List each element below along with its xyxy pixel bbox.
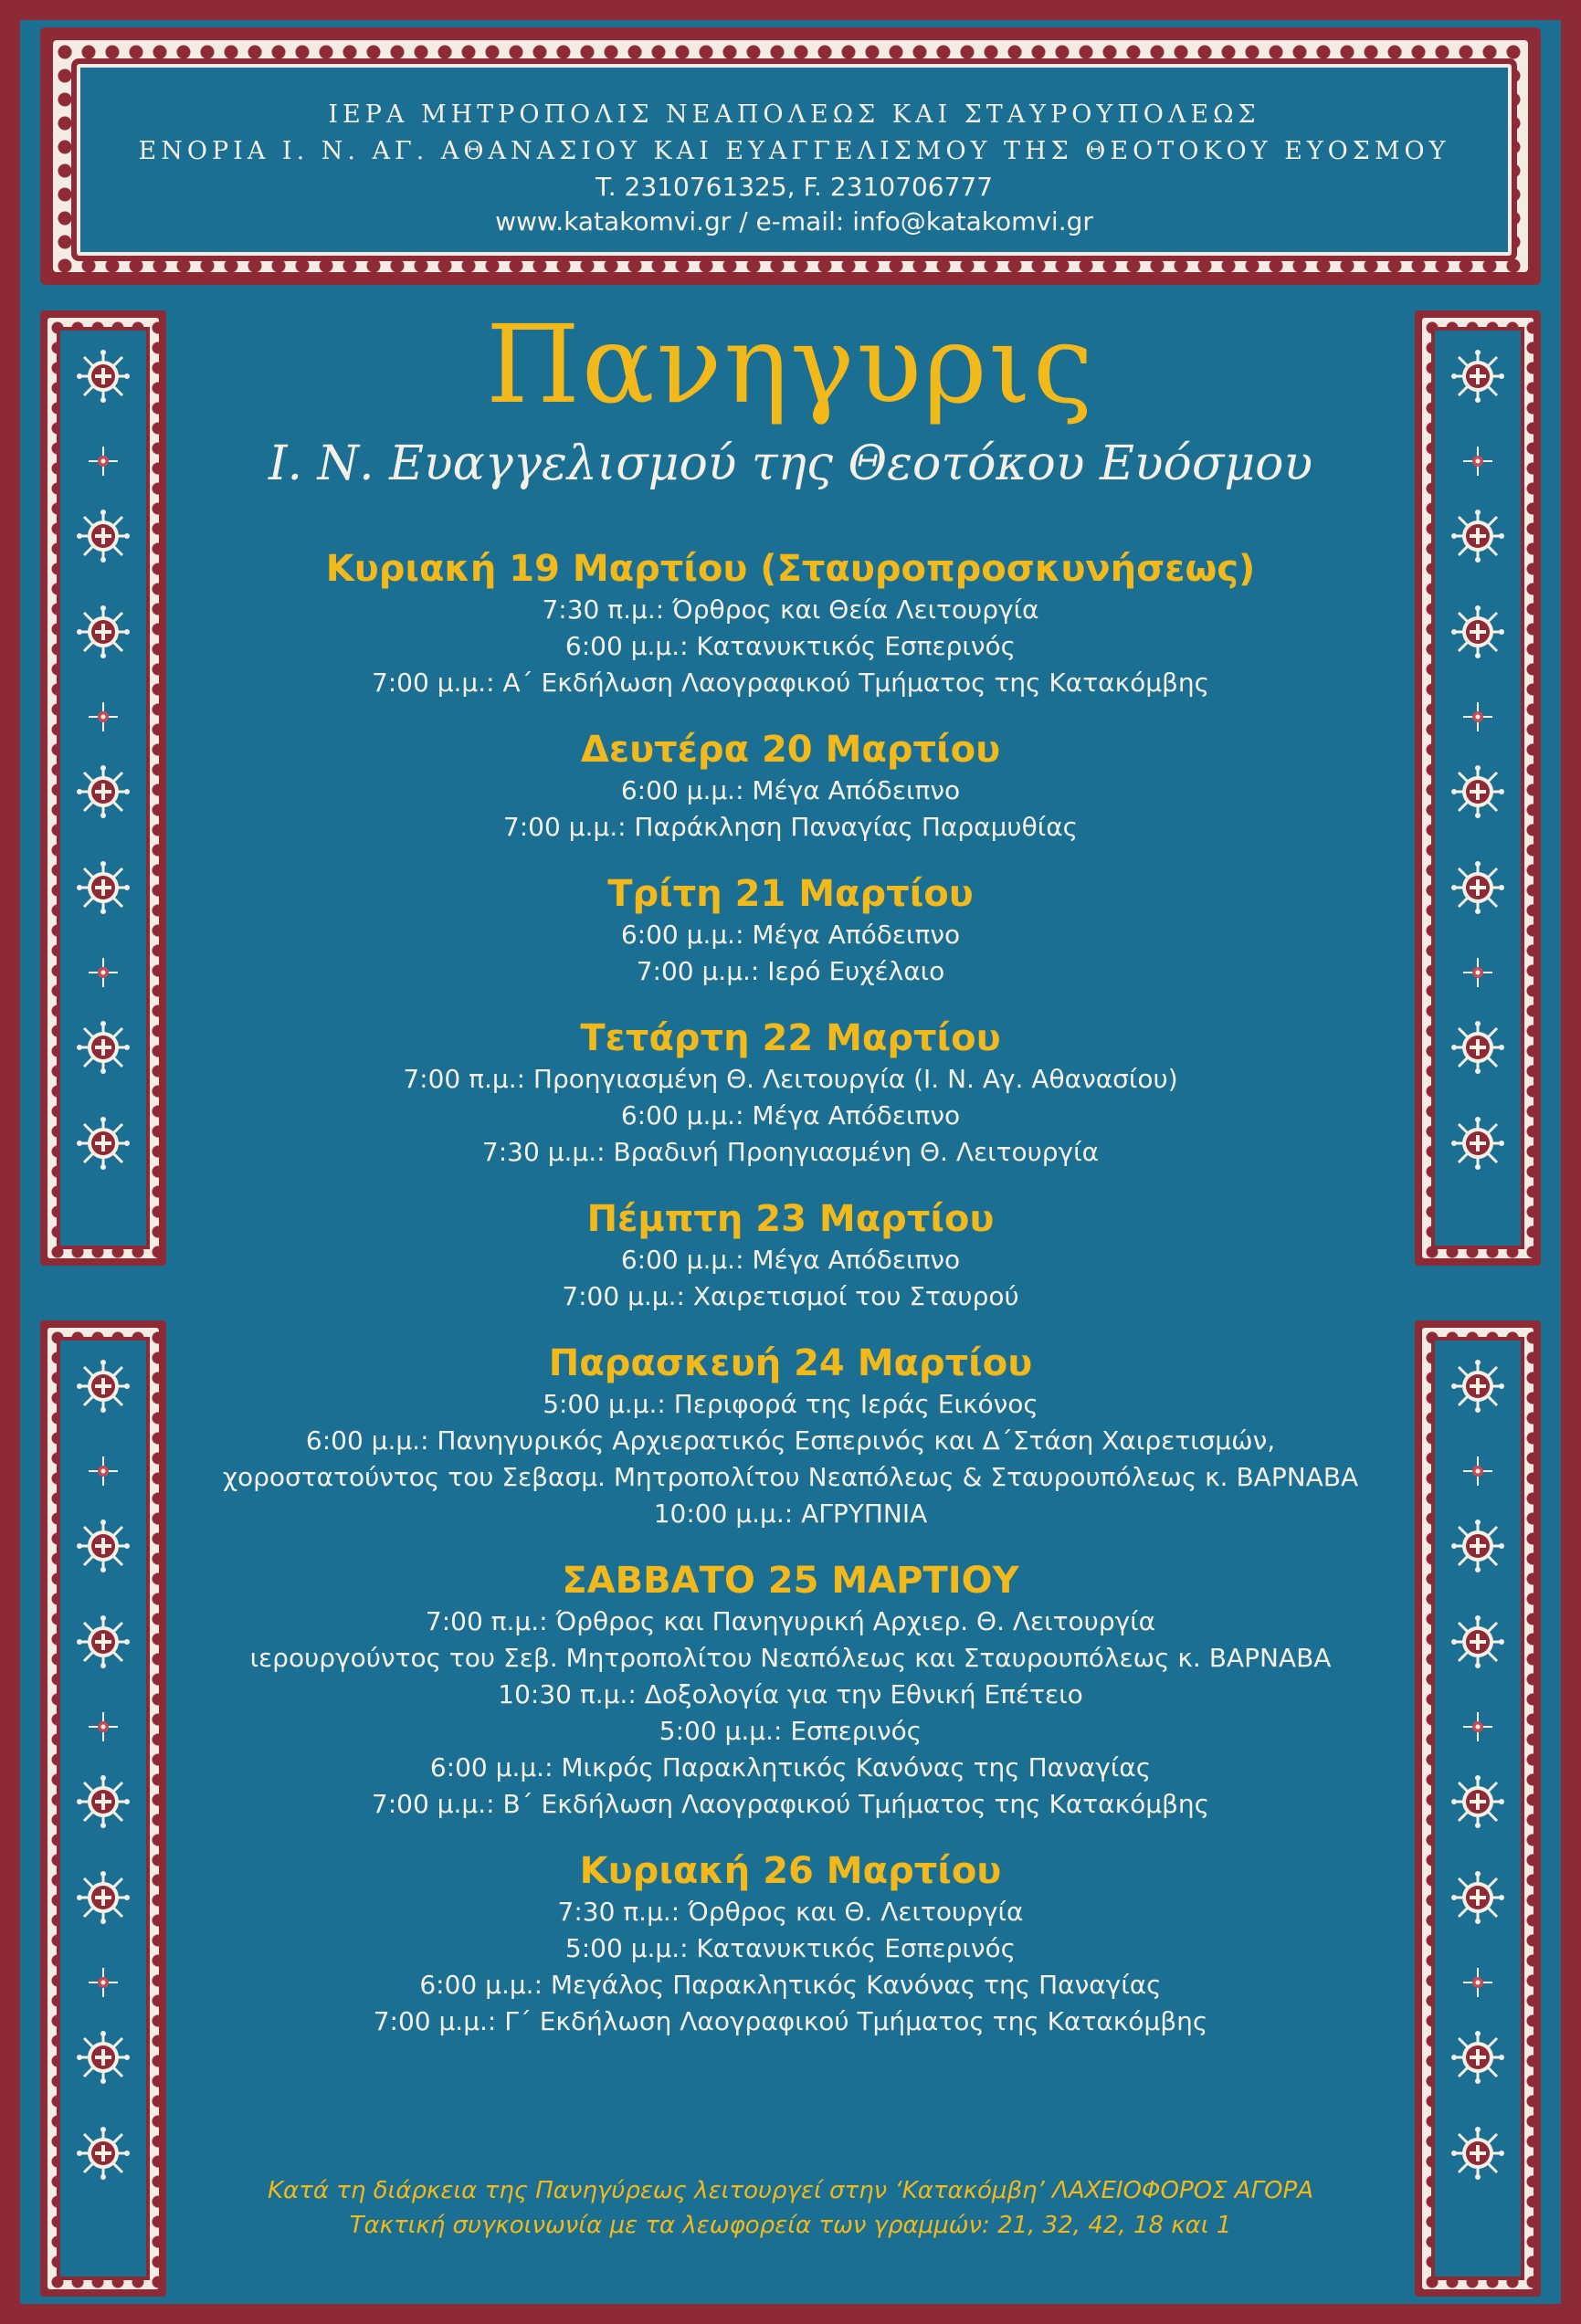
service-line: 10:30 π.μ.: Δοξολογία για την Εθνική Επέτειο — [498, 1679, 1083, 1709]
day-title: Παρασκευή 24 Μαρτίου — [548, 1342, 1033, 1384]
cross-medallion-icon — [1450, 1870, 1505, 1929]
cross-medallion-icon — [76, 1116, 131, 1174]
footer-market-note: Κατά τη διάρκεια της Πανηγύρεως λειτουργεί στην ‘Κατακόμβη’ ΛΑΧΕΙΟΦΟΡΟΣ ΑΓΟΡΑ — [268, 2177, 1313, 2204]
cross-medallion-icon — [1450, 1614, 1505, 1673]
schedule-day — [210, 1196, 1371, 1315]
cross-medallion-icon — [76, 509, 131, 567]
header-phone: T. 2310761325, F. 2310706777 — [595, 172, 994, 202]
service-line: 7:00 μ.μ.: Ιερό Ευχέλαιο — [636, 956, 945, 986]
day-title: Τρίτη 21 Μαρτίου — [607, 873, 974, 915]
small-rosette-icon — [87, 1710, 120, 1747]
schedule-day — [210, 1848, 1371, 2040]
cross-medallion-icon — [1450, 764, 1505, 823]
service-line: 6:00 μ.μ.: Μέγα Απόδειπνο — [620, 920, 961, 950]
service-line: 7:30 π.μ.: Όρθρος και Θεία Λειτουργία — [542, 594, 1039, 625]
service-line: 7:00 μ.μ.: Γ΄ Εκδήλωση Λαογραφικού Τμήματος της Κατακόμβης — [373, 2006, 1208, 2036]
service-line: 7:30 π.μ.: Όρθρος και Θ. Λειτουργία — [557, 1897, 1024, 1927]
schedule-day — [210, 1341, 1371, 1532]
header-metropolis: ΙΕΡΑ ΜΗΤΡΟΠΟΛΙΣ ΝΕΑΠΟΛΕΩΣ ΚΑΙ ΣΤΑΥΡΟΥΠΟΛΕΩΣ — [328, 100, 1260, 129]
cross-medallion-icon — [1450, 509, 1505, 567]
cross-medallion-icon — [76, 860, 131, 919]
cross-medallion-icon — [76, 2030, 131, 2088]
ornament-column-left-bottom — [40, 1320, 166, 2297]
service-line: 7:00 π.μ.: Όρθρος και Πανηγυρική Αρχιερ. Θ. Λειτουργία — [425, 1606, 1156, 1636]
cross-medallion-icon — [76, 1614, 131, 1673]
service-line: 5:00 μ.μ.: Περιφορά της Ιεράς Εικόνος — [543, 1389, 1038, 1419]
header-box — [77, 64, 1512, 256]
small-rosette-icon — [1461, 1966, 1494, 2003]
small-rosette-icon — [1461, 1710, 1494, 1747]
day-title: Πέμπτη 23 Μαρτίου — [586, 1198, 995, 1240]
cross-medallion-icon — [1450, 1020, 1505, 1078]
service-line: 5:00 μ.μ.: Εσπερινός — [659, 1716, 922, 1746]
cross-medallion-icon — [76, 764, 131, 823]
schedule-day — [210, 1558, 1371, 1823]
schedule-day — [210, 871, 1371, 990]
cross-medallion-icon — [1450, 1774, 1505, 1833]
service-line: 10:00 μ.μ.: ΑΓΡΥΠΝΙΑ — [653, 1499, 928, 1529]
cross-medallion-icon — [1450, 1519, 1505, 1577]
ornament-column-right-bottom — [1415, 1320, 1541, 2297]
service-line: 7:00 μ.μ.: Α΄ Εκδήλωση Λαογραφικού Τμήματος της Κατακόμβης — [371, 668, 1210, 698]
cross-medallion-icon — [1450, 1116, 1505, 1174]
page-title: Πανηγυρις — [486, 301, 1095, 427]
small-rosette-icon — [87, 700, 120, 737]
cross-medallion-icon — [1450, 2030, 1505, 2088]
service-line: χοροστατούντος του Σεβασμ. Μητροπολίτου Νεαπόλεως & Σταυρουπόλεως κ. ΒΑΡΝΑΒΑ — [222, 1462, 1359, 1492]
service-line: 6:00 μ.μ.: Πανηγυρικός Αρχιερατικός Εσπερινός και Δ΄Στάση Χαιρετισμών, — [305, 1425, 1276, 1456]
small-rosette-icon — [87, 1455, 120, 1491]
service-line: 6:00 μ.μ.: Μικρός Παρακλητικός Κανόνας της Παναγίας — [429, 1752, 1152, 1782]
service-line: 7:30 μ.μ.: Βραδινή Προηγιασμένη Θ. Λειτουργία — [481, 1137, 1100, 1167]
cross-medallion-icon — [76, 1519, 131, 1577]
service-line: 5:00 μ.μ.: Κατανυκτικός Εσπερινός — [564, 1933, 1017, 1963]
service-line: 6:00 μ.μ.: Μέγα Απόδειπνο — [620, 1245, 961, 1275]
small-rosette-icon — [1461, 1455, 1494, 1491]
day-title: Κυριακή 26 Μαρτίου — [579, 1850, 1002, 1892]
schedule-day — [210, 727, 1371, 846]
footer-transport-note: Τακτική συγκοινωνία με τα λεωφορεία των γραμμών: 21, 32, 42, 18 και 1 — [349, 2212, 1232, 2239]
small-rosette-icon — [1461, 956, 1494, 993]
small-rosette-icon — [87, 956, 120, 993]
cross-medallion-icon — [76, 1359, 131, 1417]
schedule-day — [210, 1015, 1371, 1171]
cross-medallion-icon — [76, 1774, 131, 1833]
small-rosette-icon — [1461, 700, 1494, 737]
cross-medallion-icon — [76, 1020, 131, 1078]
service-line: 6:00 μ.μ.: Μεγάλος Παρακλητικός Κανόνας της Παναγίας — [419, 1970, 1162, 2000]
day-title: Δευτέρα 20 Μαρτίου — [580, 729, 1001, 771]
service-line: 7:00 μ.μ.: Παράκληση Παναγίας Παραμυθίας — [502, 812, 1079, 842]
header-parish: ΕΝΟΡΙΑ Ι. Ν. ΑΓ. ΑΘΑΝΑΣΙΟΥ ΚΑΙ ΕΥΑΓΓΕΛΙΣΜΟΥ ΤΗΣ ΘΕΟΤΟΚΟΥ ΕΥΟΣΜΟΥ — [138, 137, 1450, 165]
day-title: Κυριακή 19 Μαρτίου (Σταυροπροσκυνήσεως) — [325, 548, 1256, 590]
service-line: 7:00 μ.μ.: Β΄ Εκδήλωση Λαογραφικού Τμήματος της Κατακόμβης — [371, 1789, 1210, 1819]
service-line: 6:00 μ.μ.: Κατανυκτικός Εσπερινός — [564, 631, 1017, 661]
service-line: 6:00 μ.μ.: Μέγα Απόδειπνο — [620, 1100, 961, 1130]
schedule — [210, 546, 1371, 2066]
footer — [0, 2173, 1581, 2243]
header-web: www.katakomvi.gr / e-mail: info@katakomvi.gr — [495, 206, 1093, 237]
day-title: Τετάρτη 22 Μαρτίου — [580, 1017, 1001, 1059]
service-line: 6:00 μ.μ.: Μέγα Απόδειπνο — [620, 775, 961, 805]
page-subtitle: Ι. Ν. Ευαγγελισμού της Θεοτόκου Ευόσμου — [268, 436, 1313, 491]
service-line: ιερουργούντος του Σεβ. Μητροπολίτου Νεαπόλεως και Σταυρουπόλεως κ. ΒΑΡΝΑΒΑ — [249, 1643, 1332, 1673]
schedule-day — [210, 546, 1371, 701]
day-title: ΣΑΒΒΑΤΟ 25 ΜΑΡΤΙΟΥ — [562, 1560, 1019, 1602]
cross-medallion-icon — [76, 1870, 131, 1929]
service-line: 7:00 π.μ.: Προηγιασμένη Θ. Λειτουργία (Ι. Ν. Αγ. Αθανασίου) — [403, 1064, 1178, 1094]
cross-medallion-icon — [1450, 860, 1505, 919]
small-rosette-icon — [87, 1966, 120, 2003]
cross-medallion-icon — [1450, 1359, 1505, 1417]
service-line: 7:00 μ.μ.: Χαιρετισμοί του Σταυρού — [562, 1281, 1019, 1311]
cross-medallion-icon — [76, 605, 131, 663]
cross-medallion-icon — [1450, 605, 1505, 663]
